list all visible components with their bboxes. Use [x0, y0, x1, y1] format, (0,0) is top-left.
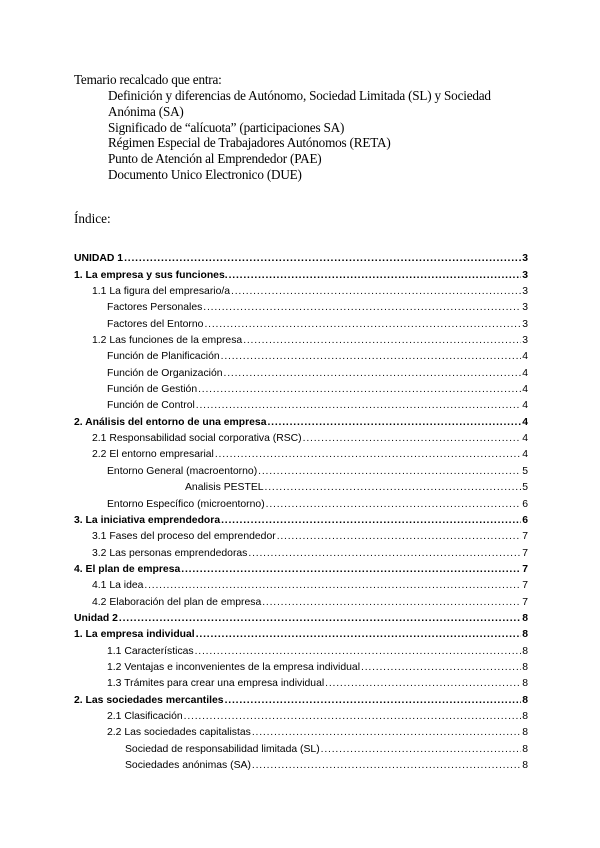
toc-entry-page: 5 [522, 482, 528, 494]
toc-entry-label: Entorno General (macroentorno) [107, 465, 258, 477]
toc-entry[interactable] [74, 330, 528, 346]
temario-list [108, 88, 528, 183]
toc-entry[interactable] [74, 640, 528, 656]
toc-entry-page: 8 [522, 629, 528, 641]
toc-entry-label: 2.1 Clasificación [107, 710, 183, 722]
toc-dot-leader [252, 727, 521, 738]
toc-entry-label: UNIDAD 1 [74, 253, 124, 265]
toc-entry-label: Entorno Específico (microentorno) [107, 498, 265, 510]
toc-dot-leader [277, 531, 522, 542]
toc-dot-leader [203, 302, 521, 313]
toc-entry-label: 4.2 Elaboración del plan de empresa [92, 596, 262, 608]
toc-entry-label: 1.2 Ventajas e inconvenientes de la empresa individual [107, 661, 361, 673]
toc-entry-label: Analisis PESTEL [185, 482, 264, 494]
toc-entry-label: 2.2 Las sociedades capitalistas [107, 727, 251, 739]
toc-entry-label: Función de Gestión [107, 384, 198, 396]
toc-entry-page: 8 [522, 694, 528, 706]
toc-entry[interactable] [74, 542, 528, 558]
toc-entry-label: 3. La iniciativa emprendedora [74, 514, 221, 526]
toc-entry[interactable] [74, 444, 528, 460]
toc-entry-label: 1.1 La figura del empresario/a [92, 286, 231, 298]
toc-entry-label: Factores del Entorno [107, 318, 204, 330]
toc-entry-label: 2.2 El entorno empresarial [92, 449, 214, 461]
temario-item: Definición y diferencias de Autónomo, Sociedad Limitada (SL) y Sociedad [108, 88, 491, 103]
toc-entry-label: 1.3 Trámites para crear una empresa individual [107, 678, 325, 690]
temario-item: Documento Unico Electronico (DUE) [108, 166, 302, 182]
toc-entry-label: Sociedades anónimas (SA) [125, 760, 251, 771]
toc-entry[interactable] [74, 559, 528, 575]
toc-dot-leader [248, 548, 521, 559]
toc-entry-label: 4.1 La idea [92, 580, 144, 592]
toc-entry-page: 8 [522, 661, 528, 673]
toc-entry[interactable] [74, 411, 528, 427]
toc-entry[interactable] [74, 575, 528, 591]
toc-entry-label: 1.2 Las funciones de la empresa [92, 335, 243, 347]
toc-dot-leader [229, 270, 522, 281]
toc-entry-label: Unidad 2 [74, 612, 118, 624]
toc-dot-leader [265, 482, 522, 493]
toc-dot-leader [181, 564, 521, 575]
toc-entry-label: Función de Control [107, 400, 195, 412]
toc-entry[interactable] [74, 395, 528, 411]
toc-entry-page: 3 [522, 253, 528, 265]
toc-entry-page: 7 [522, 563, 528, 575]
toc-dot-leader [215, 449, 521, 460]
toc-entry[interactable] [74, 738, 528, 754]
temario-item: Anónima (SA) [108, 103, 184, 119]
toc-dot-leader [204, 319, 521, 330]
toc-entry[interactable] [74, 477, 528, 493]
toc-entry[interactable] [74, 755, 528, 771]
toc-dot-leader [221, 515, 521, 526]
toc-entry-label: 1.1 Características [107, 645, 194, 657]
toc-entry-page: 8 [522, 710, 528, 722]
toc-dot-leader [224, 368, 522, 379]
toc-entry-page: 7 [522, 580, 528, 592]
toc-dot-leader [361, 662, 521, 673]
toc-entry[interactable] [74, 362, 528, 378]
toc-entry-label: 4. El plan de empresa [74, 563, 181, 575]
toc-entry[interactable] [74, 706, 528, 722]
toc-entry-label: 2. Análisis del entorno de una empresa [74, 416, 267, 428]
toc-entry[interactable] [74, 722, 528, 738]
toc-entry-page: 3 [522, 286, 528, 298]
toc-dot-leader [266, 499, 522, 510]
toc-dot-leader [267, 417, 521, 428]
toc-dot-leader [144, 580, 521, 591]
toc-entry-page: 6 [522, 498, 528, 510]
toc-entry[interactable] [74, 346, 528, 362]
indice-heading: Índice: [74, 211, 111, 226]
toc-entry-page: 6 [522, 514, 528, 526]
toc-dot-leader [262, 597, 521, 608]
toc-entry-page: 8 [522, 727, 528, 739]
toc-dot-leader [196, 629, 522, 640]
toc-entry-page: 5 [522, 465, 528, 477]
toc-entry[interactable] [74, 297, 528, 313]
toc-entry-label: Función de Planificación [107, 351, 220, 363]
toc-entry-label: 1. La empresa individual [74, 629, 195, 641]
toc-entry[interactable] [74, 526, 528, 542]
toc-dot-leader [321, 744, 522, 755]
toc-entry[interactable] [74, 428, 528, 444]
toc-entry[interactable] [74, 510, 528, 526]
toc-entry-page: 3 [522, 318, 528, 330]
toc-entry-page: 4 [522, 367, 528, 379]
toc-dot-leader [231, 286, 521, 297]
toc-entry[interactable] [74, 313, 528, 329]
temario-item: Punto de Atención al Emprendedor (PAE) [108, 151, 322, 167]
toc-entry[interactable] [74, 689, 528, 705]
toc-entry-page: 7 [522, 547, 528, 559]
toc-dot-leader [119, 613, 521, 624]
toc-entry-page: 8 [522, 645, 528, 657]
toc-entry-page: 8 [522, 678, 528, 690]
toc-entry-page: 7 [522, 596, 528, 608]
toc-dot-leader [225, 695, 522, 706]
toc-entry[interactable] [74, 608, 528, 624]
toc-dot-leader [124, 253, 521, 264]
toc-entry-page: 4 [522, 449, 528, 461]
toc-dot-leader [184, 711, 522, 722]
toc-dot-leader [243, 335, 521, 346]
toc-entry-label: 1. La empresa y sus funciones. [74, 269, 228, 281]
toc-entry-page: 3 [522, 302, 528, 314]
toc-entry-label: Factores Personales [107, 302, 203, 314]
toc-entry-label: 3.1 Fases del proceso del emprendedor [92, 531, 276, 543]
temario-heading: Temario recalcado que entra: [74, 72, 222, 87]
toc-entry[interactable] [74, 657, 528, 673]
toc-entry-page: 3 [522, 335, 528, 347]
temario-item: Significado de “alícuota” (participaciones SA) [108, 119, 345, 135]
toc-entry[interactable] [74, 248, 528, 264]
toc-entry[interactable] [74, 591, 528, 607]
toc-dot-leader [325, 678, 521, 689]
toc-entry-label: 2.1 Responsabilidad social corporativa (RSC) [92, 433, 302, 445]
toc-entry-page: 8 [522, 612, 528, 624]
toc-entry[interactable] [74, 460, 528, 476]
toc-entry[interactable] [74, 493, 528, 509]
toc-entry-page: 7 [522, 531, 528, 543]
toc-entry-label: 3.2 Las personas emprendedoras [92, 547, 248, 559]
toc-entry-page: 4 [522, 433, 528, 445]
toc-entry-page: 8 [522, 760, 528, 771]
toc-entry[interactable] [74, 281, 528, 297]
toc-entry-page: 4 [522, 400, 528, 412]
toc-dot-leader [196, 400, 521, 411]
toc-entry-page: 4 [522, 351, 528, 363]
toc-entry[interactable] [74, 673, 528, 689]
toc-entry-label: Sociedad de responsabilidad limitada (SL) [125, 743, 320, 755]
toc-entry[interactable] [74, 379, 528, 395]
toc-dot-leader [198, 384, 521, 395]
toc-entry-page: 8 [522, 743, 528, 755]
toc-entry-label: 2. Las sociedades mercantiles [74, 694, 224, 706]
temario-item: Régimen Especial de Trabajadores Autónomos (RETA) [108, 135, 391, 151]
toc-entry[interactable] [74, 264, 528, 280]
toc-dot-leader [252, 760, 521, 771]
toc-entry-page: 4 [522, 384, 528, 396]
toc-entry-page: 4 [522, 416, 528, 428]
table-of-contents [74, 248, 528, 771]
toc-entry[interactable] [74, 624, 528, 640]
toc-entry-label: Función de Organización [107, 367, 223, 379]
toc-dot-leader [195, 646, 522, 657]
toc-dot-leader [221, 351, 522, 362]
toc-dot-leader [303, 433, 522, 444]
toc-entry-page: 3 [522, 269, 528, 281]
toc-dot-leader [258, 466, 521, 477]
